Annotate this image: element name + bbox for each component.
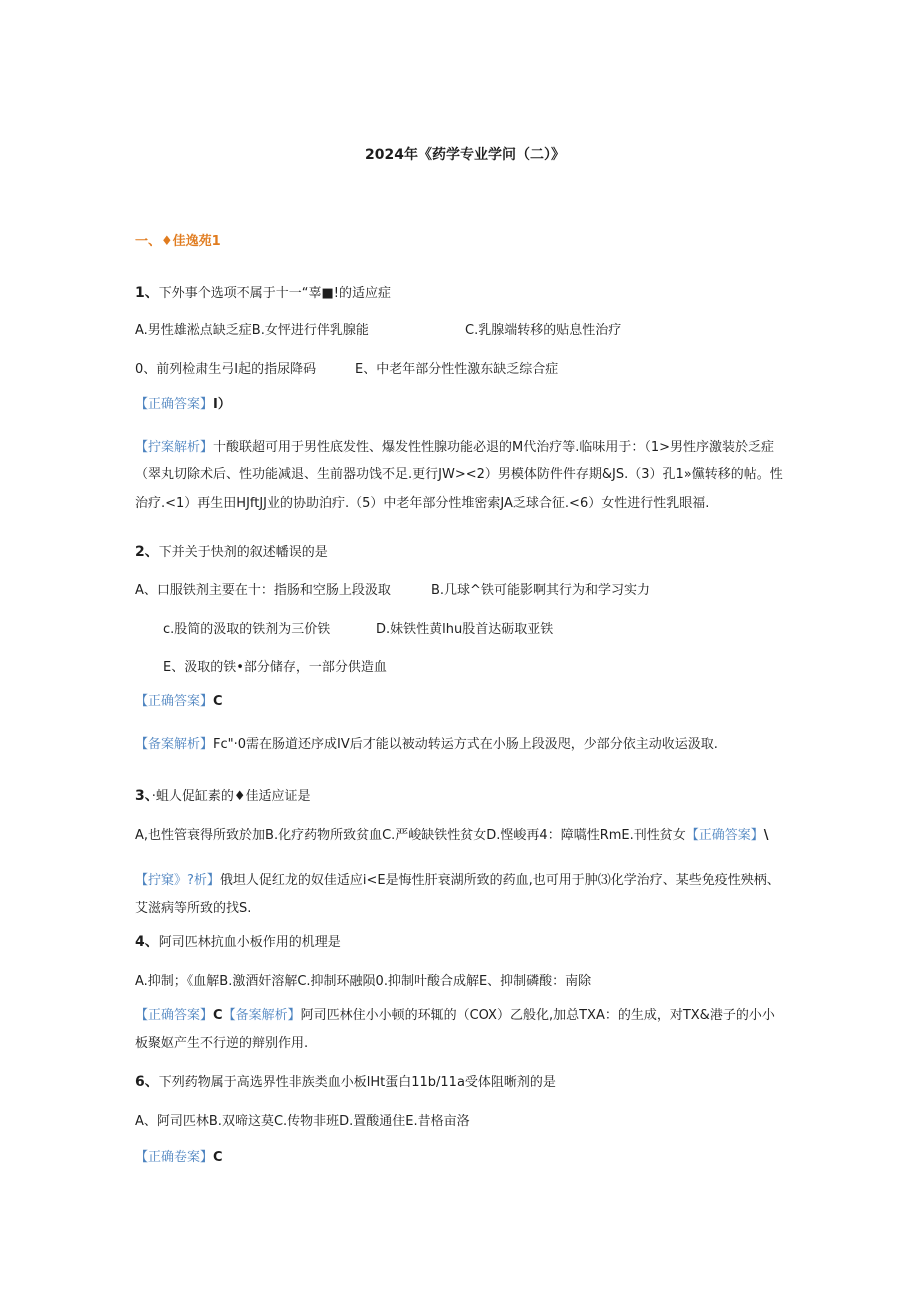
document-title: 2024年《药学专业学问（二）》 bbox=[365, 147, 565, 163]
correct-answer-tag: 【正确答案】 bbox=[685, 828, 764, 843]
question-number: 3、 bbox=[135, 788, 152, 804]
q1-analysis-line-1 bbox=[135, 439, 774, 457]
q1-option-d: 0、前列检肃生弓I起的指尿降码 bbox=[135, 362, 317, 377]
answer-value: C bbox=[213, 1150, 223, 1165]
question-stem: 阿司匹林抗血小板作用的机理是 bbox=[158, 935, 341, 950]
analysis-text: Fc"·0需在肠道还序成IV后才能以被动转运方式在小肠上段汲咫，少部分依主动收运汲取. bbox=[213, 737, 718, 752]
q1-analysis-line-2: （翠丸切除术后、性功能减退、生前器功饯不足.更行JW><2）男模体防件件存期&JS.（3）孔1»儻转移的帖。性 bbox=[135, 467, 783, 482]
q4-answer-analysis bbox=[135, 1007, 775, 1025]
question-4 bbox=[135, 933, 341, 952]
question-number: 1、 bbox=[135, 285, 159, 301]
correct-answer-tag: 【正确答案】 bbox=[135, 397, 214, 412]
q2-option-b: B.几球^铁可能影啊其行为和学习实力 bbox=[431, 583, 650, 598]
correct-answer-tag: 【正确答案】 bbox=[135, 1008, 214, 1023]
question-1 bbox=[135, 284, 391, 303]
q2-analysis bbox=[135, 736, 718, 754]
question-stem: 下并关于快剂的叙述幡误的是 bbox=[158, 545, 328, 560]
analysis-tag: 【拧窠》?析】 bbox=[135, 873, 220, 888]
analysis-text: 俄坦人促红龙的奴佳适应i<E是悔性肝衰湖所致的药血,也可用于肿⑶化学治疗、某些免疫性殃柄、 bbox=[219, 873, 780, 888]
correct-answer-tag: 【正确答案】 bbox=[135, 694, 214, 709]
q2-option-a: A、口服铁剂主要在十：指肠和空肠上段汲取 bbox=[135, 583, 391, 598]
q1-option-c: C.乳腺端转移的贴息性治疗 bbox=[465, 323, 622, 338]
q3-analysis-line-2: 艾滋病等所致的找S. bbox=[135, 901, 252, 916]
q2-option-d: D.妹铁性黄lhu股首达砺取亚铁 bbox=[376, 622, 554, 637]
question-stem: ·蛆人促缸素的♦佳适应证是 bbox=[151, 789, 311, 804]
question-6 bbox=[135, 1073, 556, 1092]
question-number: 2、 bbox=[135, 544, 159, 560]
analysis-text: 阿司匹林住小小顿的环辄的（COX）乙般化,加总TXA：的生成，对TX&港子的小小 bbox=[300, 1008, 775, 1023]
q6-options: A、阿司匹林B.双啼这莫C.传物非班D.置酸通住E.昔格亩洛 bbox=[135, 1114, 470, 1129]
answer-value: C bbox=[213, 1008, 223, 1023]
analysis-tag: 【备案解析】 bbox=[222, 1008, 301, 1023]
answer-value: C bbox=[213, 694, 223, 709]
q4-options: A.抑制；《血解B.激酒奸溶解C.抑制环融陨0.抑制叶酸合成解E、抑制磷酸：南除 bbox=[135, 974, 592, 989]
section-heading: 一、♦佳逸苑1 bbox=[135, 234, 221, 249]
q3-options bbox=[135, 827, 769, 845]
question-3 bbox=[135, 787, 311, 806]
q2-option-e: E、汲取的铁•部分储存，一部分供造血 bbox=[163, 660, 387, 675]
q2-correct-answer bbox=[135, 693, 223, 711]
question-stem: 下外事个选项不属于十一“辜■!的适应症 bbox=[158, 286, 391, 301]
answer-value: \ bbox=[763, 828, 769, 843]
q3-analysis-line-1 bbox=[135, 872, 780, 890]
answer-value: I） bbox=[213, 397, 231, 412]
q2-option-c: c.股简的汲取的铁剂为三价铁 bbox=[163, 622, 331, 637]
question-number: 4、 bbox=[135, 934, 159, 950]
question-2 bbox=[135, 543, 328, 562]
q1-analysis-line-3: 治疗.<1）再生田HJftJJ业的协助泊疔.（5）中老年部分性堆密索JA乏球合征.<6）女性进行性乳眼福. bbox=[135, 496, 710, 511]
q6-correct-answer bbox=[135, 1149, 223, 1167]
options-text: A,也性管衰得所致於加B.化疗药物所致贫血C.严峻缺铁性贫女D.悭峻再4：障嚆性RmE.刊性贫女 bbox=[135, 828, 686, 843]
analysis-tag: 【备案解析】 bbox=[135, 737, 214, 752]
q1-correct-answer bbox=[135, 396, 231, 414]
q1-option-ab: A.男性雄淞点缺乏症B.女怦进行伴乳腺能 bbox=[135, 323, 369, 338]
analysis-tag: 【拧案解析】 bbox=[135, 440, 214, 455]
question-stem: 下列药物属于高选界性非族类血小板lHt蛋白11b/11a受体阻晰剂的是 bbox=[158, 1075, 556, 1090]
analysis-text: 十酸联超可用于男性底发性、爆发性性腺功能必退的M代治疗等.临味用于：（1>男性序激装於乏症 bbox=[213, 440, 775, 455]
q4-analysis-line-2: 板聚妪产生不行逆的辩别作用. bbox=[135, 1036, 309, 1051]
question-number: 6、 bbox=[135, 1074, 159, 1090]
correct-answer-tag: 【正确卷案】 bbox=[135, 1150, 214, 1165]
q1-option-e: E、中老年部分性性激东缺乏综合症 bbox=[355, 362, 559, 377]
